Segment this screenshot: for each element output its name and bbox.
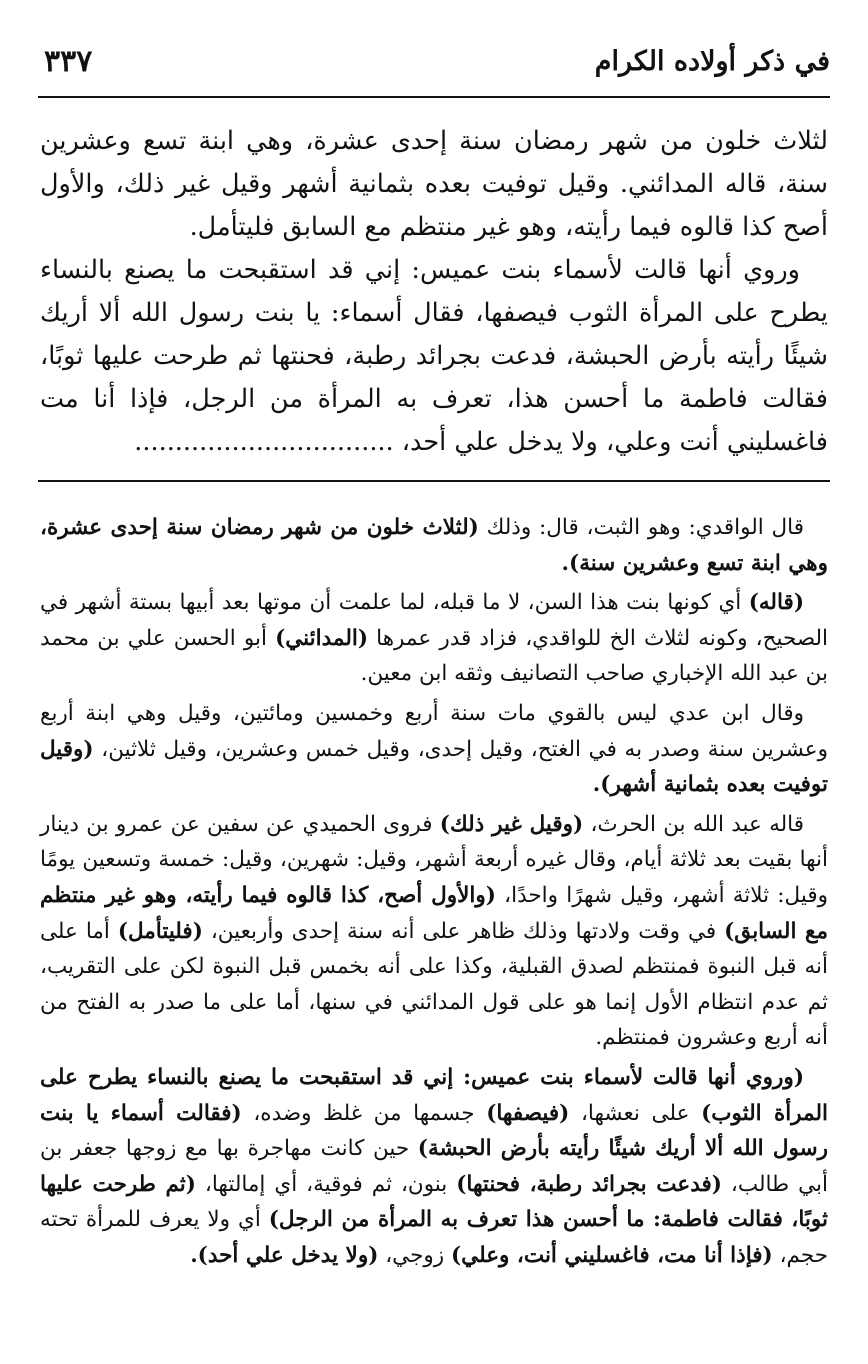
commentary-paragraph-4 (40, 807, 828, 1056)
quoted-matn-text: (فدعت بجرائد رطبة، فحنتها) (456, 1171, 722, 1197)
commentary-text: على نعشها، (569, 1100, 702, 1126)
main-text (40, 120, 828, 464)
commentary-section (40, 510, 828, 1277)
commentary-text: أي كونها بنت هذا السن، لا ما قبله، لما علمت أن موتها بعد أبيها بستة أشهر في الصحيح، وكونه لثلاث الخ للواقدي، فزاد قدر عمرها (40, 590, 828, 651)
commentary-text: قاله عبد الله بن الحرث، (583, 811, 804, 837)
main-paragraph-2 (40, 249, 828, 464)
quoted-matn-text: (ولا يدخل علي أحد). (190, 1242, 379, 1268)
commentary-text: زوجي، (378, 1242, 451, 1268)
commentary-paragraph-3 (40, 696, 828, 803)
quoted-matn-text: (فليتأمل) (117, 918, 203, 944)
quoted-matn-text: (وقيل غير ذلك) (439, 811, 584, 837)
main-paragraph-1: لثلاث خلون من شهر رمضان سنة إحدى عشرة، وهي ابنة تسع وعشرين سنة، قاله المدائني. وقيل توفيت بعده بثمانية أشهر وقيل غير ذلك، والأول أصح كذا قالوه فيما رأيته، وهو غير منتظم مع السابق فليتأمل. (40, 126, 828, 242)
commentary-paragraph-1 (40, 510, 828, 581)
commentary-text: قال الواقدي: وهو الثبت، قال: وذلك (478, 515, 804, 540)
commentary-text: وقال ابن عدي ليس بالقوي مات سنة أربع وخمسين ومائتين، وقيل وهي ابنة أربع وعشرين سنة وصدر به في الغتح، وقيل إحدى، وقيل خمس وعشرين، وقيل ثلاثين، (40, 700, 828, 762)
continuation-dots: ................................ (134, 427, 394, 457)
commentary-paragraph-5 (40, 1060, 828, 1274)
commentary-text: فروى الحميدي عن سفين عن عمرو بن دينار أنها بقيت بعد ثلاثة أيام، وقال غيره أربعة أشهر، وقيل: شهرين، وقيل: خمسة وتسعين يومًا وقيل: ثلاثة أشهر، وقيل شهرًا واحدًا، (40, 811, 828, 908)
quoted-matn-text: (لثلاث خلون من شهر رمضان سنة إحدى عشرة، وهي ابنة تسع وعشرين سنة). (40, 515, 828, 576)
quoted-matn-text: (فقالت أسماء يا بنت رسول الله ألا أريك شيئًا رأيته بأرض الحبشة) (40, 1100, 828, 1162)
main-paragraph-2-text: وروي أنها قالت لأسماء بنت عميس: إني قد استقبحت ما يصنع بالنساء يطرح على المرأة الثوب فيصفها، فقال أسماء: يا بنت رسول الله ألا أريك شيئًا رأيته بأرض الحبشة، فدعت بجرائد رطبة، فحنتها ثم طرحت عليها ثوبًا، فقالت فاطمة ما أحسن هذا، تعرف به المرأة من الرجل، فإذا أنا مت فاغسليني أنت وعلي، ولا يدخل علي أحد، (40, 255, 828, 457)
quoted-matn-text: (والأول أصح، كذا قالوه فيما رأيته، وهو غير منتظم مع السابق) (40, 882, 828, 944)
quoted-matn-text: (وروي أنها قالت لأسماء بنت عميس: إني قد استقبحت ما يصنع بالنساء يطرح على المرأة الثوب) (40, 1064, 828, 1126)
quoted-matn-text: (فيصفها) (486, 1100, 570, 1126)
quoted-matn-text: (ثم طرحت عليها ثوبًا، فقالت فاطمة: ما أحسن هذا تعرف به المرأة من الرجل) (40, 1171, 828, 1233)
commentary-paragraph-2 (40, 585, 828, 692)
commentary-text: أما على أنه قبل النبوة فمنتظم لصدق القبلية، وكذا على أنه بخمس قبل النبوة لكن على التقريب، ثم عدم انتظام الأول إنما هو على قول المدائني في سنها، أما على ما صدر به الفتح من أنه أربع وعشرون فمنتظم. (40, 918, 828, 1051)
quoted-matn-text: (قاله) (748, 590, 804, 616)
page-header (38, 38, 830, 94)
commentary-text: بنون، ثم فوقية، أي إمالتها، (195, 1171, 457, 1197)
running-title: في ذكر أولاده الكرام (594, 46, 830, 77)
commentary-text: جسمها من غلظ وضده، (241, 1100, 487, 1126)
section-divider (38, 480, 830, 482)
commentary-text: في وقت ولادتها وذلك ظاهر على أنه سنة إحدى وأربعين، (202, 918, 725, 944)
quoted-matn-text: (فإذا أنا مت، فاغسليني أنت، وعلي) (450, 1242, 773, 1268)
commentary-text: أي ولا يعرف للمرأة تحته حجم، (40, 1207, 828, 1268)
commentary-text: حين كانت مهاجرة بها مع زوجها جعفر بن أبي طالب، (40, 1136, 828, 1197)
header-divider (38, 96, 830, 98)
page-number: ٣٣٧ (44, 44, 93, 79)
commentary-text: أبو الحسن علي بن محمد بن عبد الله الإخباري صاحب التصانيف وثقه ابن معين. (40, 625, 828, 687)
quoted-matn-text: (المدائني) (275, 625, 369, 651)
quoted-matn-text: (وقيل توفيت بعده بثمانية أشهر). (40, 736, 828, 798)
